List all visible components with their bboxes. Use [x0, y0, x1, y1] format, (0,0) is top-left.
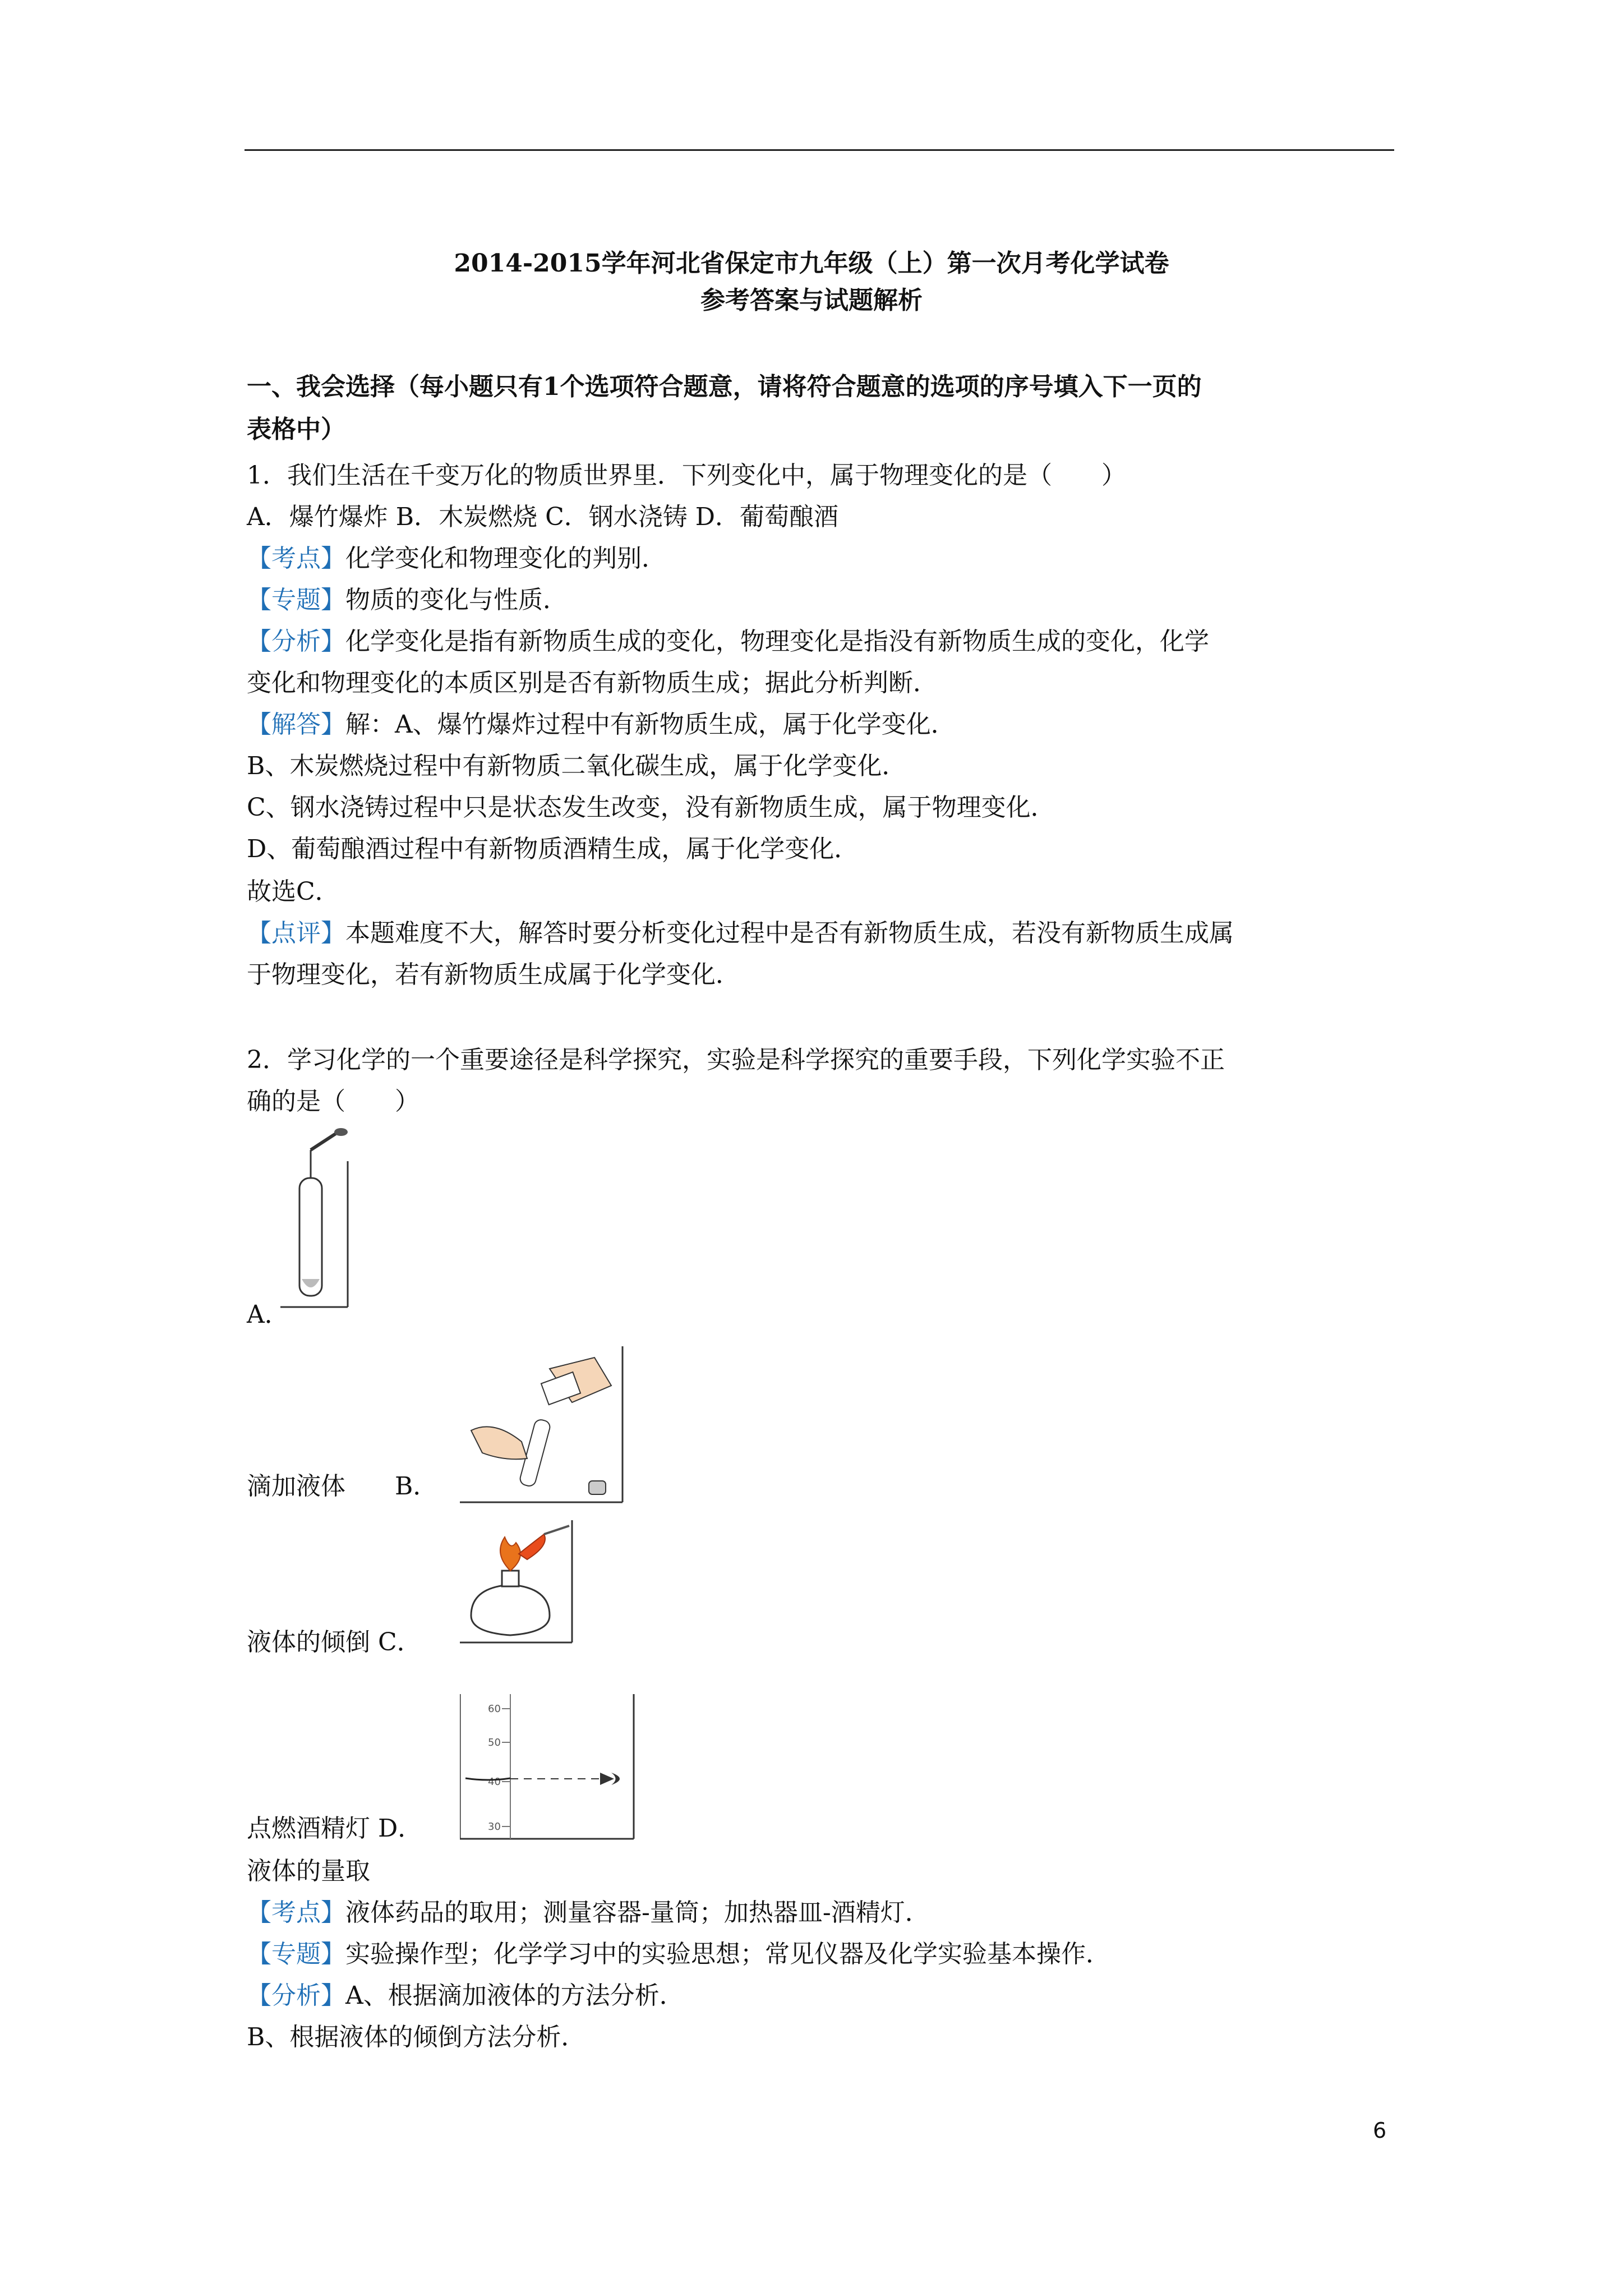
q2-stem-cont: 确的是（ ） — [247, 1087, 419, 1116]
q1-jieda — [247, 708, 956, 742]
kaodian-text: 化学变化和物理变化的判别． — [345, 544, 666, 573]
cylinder-tick-labels — [488, 1703, 501, 1833]
q1-kaodian — [247, 542, 666, 576]
q2-option-a: A． — [247, 1300, 289, 1329]
q1-jieda-c: C、钢水浇铸过程中只是状态发生改变，没有新物质生成，属于物理变化． — [247, 793, 1055, 822]
section-heading: 一、我会选择（每小题只有1个选项符合题意，请将符合题意的选项的序号填入下一页的 — [247, 372, 1202, 401]
q1-dianping — [247, 917, 1234, 950]
zhuanti-text: 物质的变化与性质． — [345, 586, 568, 614]
kaodian-text: 液体药品的取用；测量容器-量筒；加热器皿-酒精灯． — [345, 1898, 930, 1927]
pouring-liquid-figure — [460, 1346, 628, 1503]
q1-fenxi — [247, 625, 1209, 659]
fenxi-tag: 【分析】 — [247, 1981, 345, 2010]
q2-zhuanti — [247, 1938, 1110, 1971]
q2-fenxi — [247, 1979, 684, 2013]
dianping-tag: 【点评】 — [247, 919, 345, 947]
q1-zhuanti — [247, 583, 568, 617]
dropper-testtube-figure — [280, 1128, 359, 1313]
zhuanti-text: 实验操作型；化学学习中的实验思想；常见仪器及化学实验基本操作． — [345, 1940, 1110, 1968]
jieda-tag: 【解答】 — [247, 710, 345, 739]
kaodian-tag: 【考点】 — [247, 1898, 345, 1927]
dianping-text: 本题难度不大，解答时要分析变化过程中是否有新物质生成，若没有新物质生成属 — [345, 919, 1234, 947]
q1-answer: 故选C． — [247, 877, 340, 906]
q1-dianping-cont: 于物理变化，若有新物质生成属于化学变化． — [247, 960, 740, 989]
q2-option-c: 液体的倾倒 C． — [247, 1628, 422, 1657]
zhuanti-tag: 【专题】 — [247, 1940, 345, 1968]
q1-options: A．爆竹爆炸 B．木炭燃烧 C．钢水浇铸 D．葡萄酿酒 — [247, 503, 839, 531]
zhuanti-tag: 【专题】 — [247, 586, 345, 614]
q1-fenxi-cont: 变化和物理变化的本质区别是否有新物质生成；据此分析判断． — [247, 669, 938, 697]
fenxi-text: A、根据滴加液体的方法分析． — [345, 1981, 684, 2010]
q1-jieda-b: B、木炭燃烧过程中有新物质二氧化碳生成，属于化学变化． — [247, 752, 907, 780]
q2-fenxi-b: B、根据液体的倾倒方法分析． — [247, 2023, 586, 2051]
tick-label-50: 50 — [488, 1737, 501, 1749]
document-subtitle: 参考答案与试题解析 — [700, 286, 923, 315]
fenxi-text: 化学变化是指有新物质生成的变化，物理变化是指没有新物质生成的变化，化学 — [345, 627, 1209, 656]
jieda-text: 解：A、爆竹爆炸过程中有新物质生成，属于化学变化． — [345, 710, 956, 739]
q2-option-d: 点燃酒精灯 D． — [247, 1814, 423, 1843]
section-heading-cont: 表格中） — [247, 415, 345, 444]
tick-label-30: 30 — [488, 1821, 501, 1833]
q2-kaodian — [247, 1896, 930, 1930]
tick-label-40: 40 — [488, 1776, 501, 1788]
alcohol-lamp-figure — [460, 1520, 578, 1644]
document-title: 2014-2015学年河北省保定市九年级（上）第一次月考化学试卷 — [454, 249, 1169, 278]
q1-stem: 1．我们生活在千变万化的物质世界里．下列变化中，属于物理变化的是（ ） — [247, 461, 1126, 490]
fenxi-tag: 【分析】 — [247, 627, 345, 656]
graduated-cylinder-figure — [460, 1694, 639, 1840]
tick-label-60: 60 — [488, 1703, 501, 1715]
page-number: 6 — [1373, 2118, 1387, 2143]
header-rule — [245, 149, 1394, 151]
q2-option-b: 滴加液体 B． — [247, 1472, 438, 1501]
q2-option-d-label: 液体的量取 — [247, 1857, 370, 1885]
q2-stem: 2．学习化学的一个重要途径是科学探究，实验是科学探究的重要手段，下列化学实验不正 — [247, 1046, 1225, 1074]
q1-jieda-d: D、葡萄酿酒过程中有新物质酒精生成，属于化学变化． — [247, 835, 859, 863]
kaodian-tag: 【考点】 — [247, 544, 345, 573]
